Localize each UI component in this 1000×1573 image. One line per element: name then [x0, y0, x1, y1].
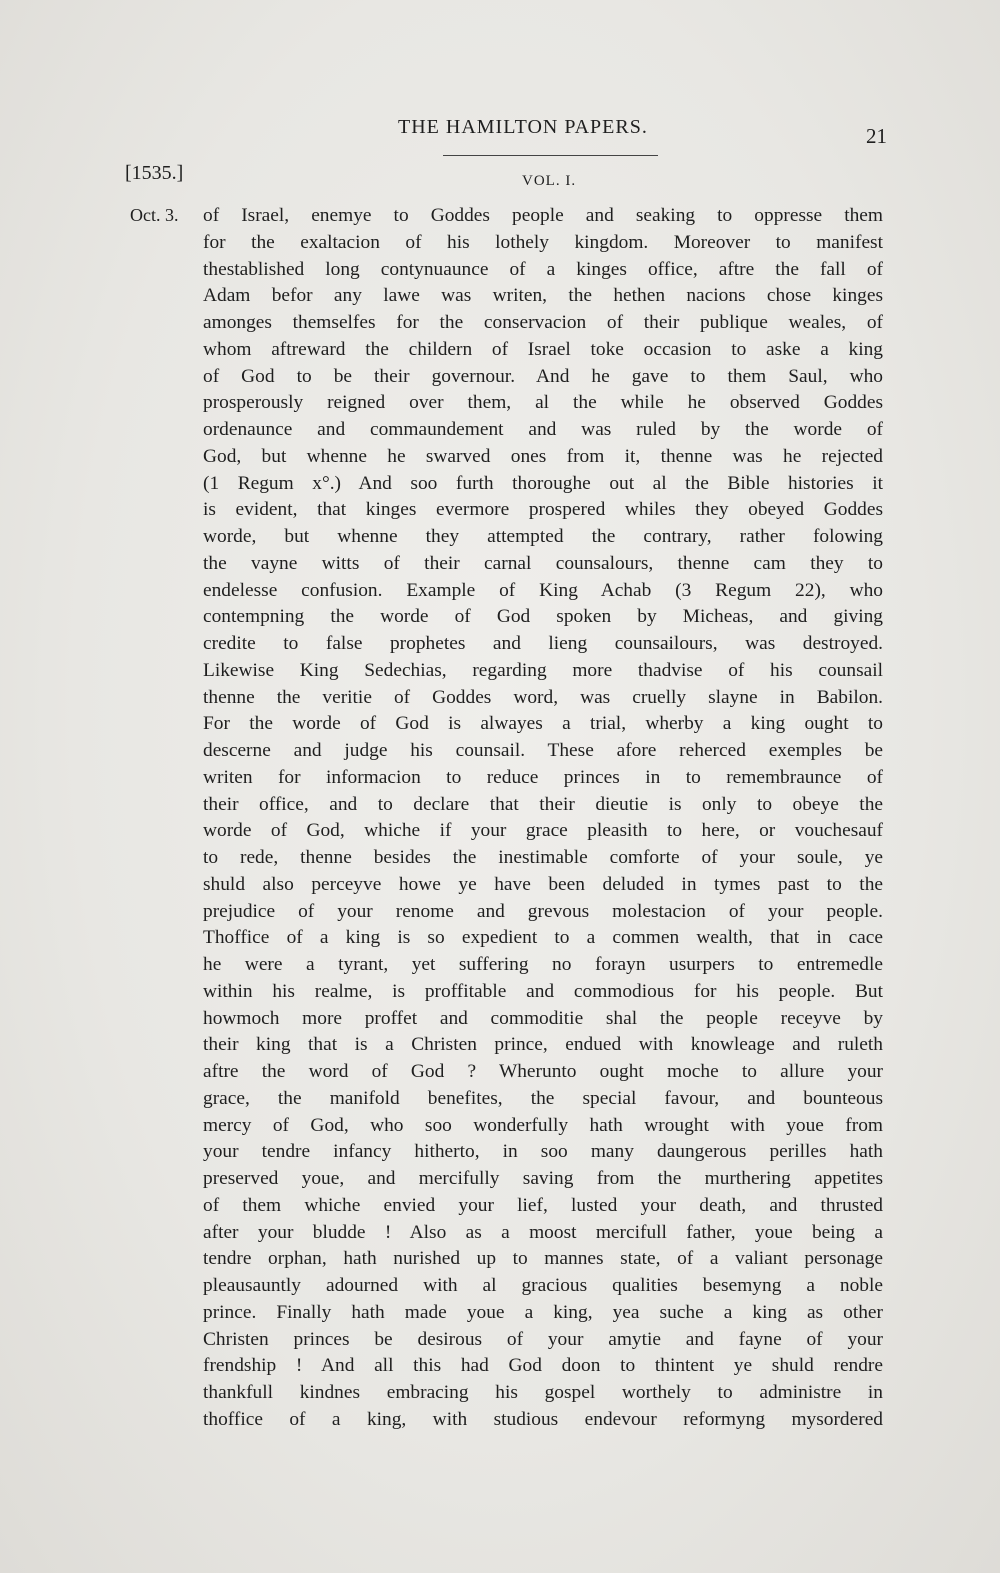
text-line: of them whiche envied your lief, lusted your death, and thrusted: [203, 1194, 883, 1216]
text-line: thoffice of a king, with studious endevour reformyng mysordered: [203, 1408, 883, 1430]
text-line: their king that is a Christen prince, endued with knowleage and ruleth: [203, 1034, 883, 1056]
volume-label: VOL. I.: [522, 173, 577, 189]
text-line: prosperously reigned over them, al the while he observed Goddes: [203, 392, 883, 414]
text-line: thestablished long contynuaunce of a kinges office, aftre the fall of: [203, 258, 883, 280]
text-line: preserved youe, and mercifully saving from the murthering appetites: [203, 1168, 883, 1189]
running-title: THE HAMILTON PAPERS.: [398, 116, 648, 138]
text-line: Christen princes be desirous of your amytie and fayne of your: [203, 1328, 883, 1350]
text-line: whom aftreward the childern of Israel toke occasion to aske a king: [203, 338, 883, 360]
text-line: endelesse confusion. Example of King Achab (3 Regum 22), who: [203, 579, 883, 601]
text-line: for the exaltacion of his lothely kingdom. Moreover to manifest: [203, 231, 883, 253]
text-line: tendre orphan, hath nurished up to mannes state, of a valiant personage: [203, 1248, 883, 1270]
text-line: prejudice of your renome and grevous molestacion of your people.: [203, 900, 883, 922]
text-line: pleausauntly adourned with al gracious qualities besemyng a noble: [203, 1275, 883, 1296]
text-line: ordenaunce and commaundement and was ruled by the worde of: [203, 419, 883, 440]
body-text: [203, 203, 883, 1434]
text-line: mercy of God, who soo wonderfully hath wrought with youe from: [203, 1114, 883, 1136]
text-line: thenne the veritie of Goddes word, was cruelly slayne in Babilon.: [203, 686, 883, 708]
margin-date: Oct. 3.: [130, 205, 179, 225]
text-line: prince. Finally hath made youe a king, yea suche a king as other: [203, 1301, 883, 1323]
text-line: the vayne witts of their carnal counsalours, thenne cam they to: [203, 552, 883, 574]
text-line: (1 Regum x°.) And soo furth thoroughe out al the Bible histories it: [203, 472, 883, 494]
text-line: descerne and judge his counsail. These afore reherced exemples be: [203, 740, 883, 761]
text-line: howmoch more proffet and commoditie shal the people receyve by: [203, 1007, 883, 1029]
text-line: worde, but whenne they attempted the contrary, rather folowing: [203, 526, 883, 547]
text-line: their office, and to declare that their dieutie is only to obeye the: [203, 793, 883, 815]
text-line: after your bludde ! Also as a moost mercifull father, youe being a: [203, 1221, 883, 1243]
text-line: God, but whenne he swarved ones from it, thenne was he rejected: [203, 445, 883, 467]
page-number: 21: [866, 124, 887, 148]
text-line: Thoffice of a king is so expedient to a commen wealth, that in cace: [203, 927, 883, 949]
text-line: Likewise King Sedechias, regarding more thadvise of his counsail: [203, 659, 883, 681]
text-line: writen for informacion to reduce princes in to remembraunce of: [203, 766, 883, 788]
text-line: frendship ! And all this had God doon to thintent ye shuld rendre: [203, 1355, 883, 1377]
text-line: he were a tyrant, yet suffering no forayn usurpers to entremedle: [203, 954, 883, 975]
text-line: within his realme, is proffitable and commodious for his people. But: [203, 980, 883, 1002]
text-line: shuld also perceyve howe ye have been deluded in tymes past to the: [203, 873, 883, 895]
text-line: of God to be their governour. And he gave to them Saul, who: [203, 365, 883, 387]
text-line: worde of God, whiche if your grace pleasith to here, or vouchesauf: [203, 820, 883, 842]
text-line: For the worde of God is alwayes a trial, wherby a king ought to: [203, 713, 883, 735]
text-line: credite to false prophetes and lieng counsailours, was destroyed.: [203, 633, 883, 654]
text-line: is evident, that kinges evermore prospered whiles they obeyed Goddes: [203, 499, 883, 521]
text-line: to rede, thenne besides the inestimable comforte of your soule, ye: [203, 847, 883, 868]
text-line: amonges themselfes for the conservacion of their publique weales, of: [203, 312, 883, 333]
text-line: grace, the manifold benefites, the special favour, and bounteous: [203, 1087, 883, 1109]
text-line: aftre the word of God ? Wherunto ought moche to allure your: [203, 1061, 883, 1082]
text-line: thankfull kindnes embracing his gospel worthely to administre in: [203, 1382, 883, 1403]
text-line: Adam befor any lawe was writen, the hethen nacions chose kinges: [203, 285, 883, 307]
text-line: of Israel, enemye to Goddes people and seaking to oppresse them: [203, 205, 883, 226]
text-line: your tendre infancy hitherto, in soo many daungerous perilles hath: [203, 1141, 883, 1163]
text-line: contempning the worde of God spoken by Micheas, and giving: [203, 606, 883, 628]
header-rule: [443, 155, 658, 156]
margin-year: [1535.]: [125, 162, 184, 184]
